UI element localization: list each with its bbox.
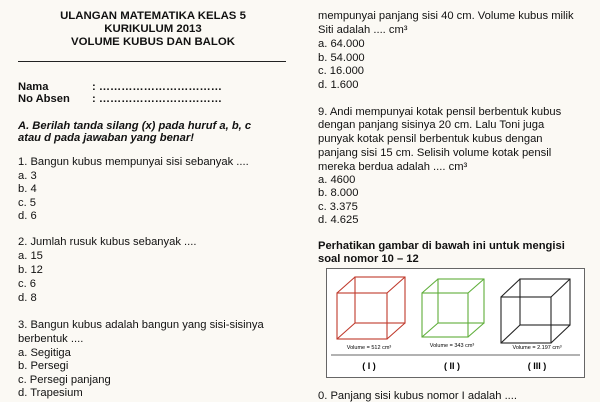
option-c: c. Persegi panjang	[18, 374, 111, 386]
cube-3-label: ( III )	[527, 361, 547, 371]
option-a: a. 3	[18, 170, 37, 182]
cube-1	[337, 277, 405, 339]
option-d: d. 8	[18, 292, 37, 304]
question-text-cont: berbentuk ....	[18, 333, 84, 345]
option-b: b. 12	[18, 264, 43, 276]
cube-3	[501, 279, 570, 343]
option-b: b. Persegi	[18, 360, 69, 372]
question-text: 3. Bangun kubus adalah bangun yang sisi-sisinya	[18, 319, 264, 331]
option-c: c. 16.000	[318, 65, 365, 77]
cube-1-label: ( I )	[362, 361, 376, 371]
cube-1-volume: Volume = 512 cm³	[346, 345, 392, 351]
figure-instruction-line-1: Perhatikan gambar di bawah ini untuk mengisi	[318, 240, 565, 252]
absen-label: No Absen	[18, 93, 70, 105]
question-text-cont: punyak kotak pensil berbentuk kubus dengan	[318, 133, 543, 145]
cube-2	[422, 279, 484, 337]
absen-field: : ……………………………	[92, 93, 222, 105]
question-text: 1. Bangun kubus mempunyai sisi sebanyak ....	[18, 156, 249, 168]
cubes-figure	[326, 268, 585, 378]
title-line-2: KURIKULUM 2013	[104, 23, 202, 35]
question-text-cont: mereka berdua adalah .... cm³	[318, 161, 468, 173]
cube-3-volume: Volume = 2.197 cm³	[512, 345, 562, 351]
option-c: c. 5	[18, 197, 37, 209]
question-text-cont: Siti adalah .... cm³	[318, 24, 408, 36]
figure-instruction-line-2: soal nomor 10 – 12	[318, 253, 419, 265]
option-d: d. 1.600	[318, 79, 359, 91]
question-text: 9. Andi mempunyai kotak pensil berbentuk kubus	[318, 106, 562, 118]
question-text-cont: dengan panjang sisinya 20 cm. Lalu Toni juga	[318, 119, 545, 131]
instruction-line-2: atau d pada jawaban yang benar!	[18, 132, 194, 144]
question-text: mempunyai panjang sisi 40 cm. Volume kubus milik	[318, 10, 574, 22]
option-a: a. Segitiga	[18, 347, 71, 359]
cube-2-label: ( II )	[444, 361, 460, 371]
option-c: c. 6	[18, 278, 37, 290]
option-b: b. 54.000	[318, 52, 365, 64]
option-a: a. 4600	[318, 174, 356, 186]
cubes-illustration	[327, 269, 584, 377]
option-d: d. 6	[18, 210, 37, 222]
instruction-line-1: A. Berilah tanda silang (x) pada huruf a, b, c	[18, 120, 252, 132]
question-text-cont: panjang sisi 15 cm. Selisih volume kotak pensil	[318, 147, 552, 159]
title-line-3: VOLUME KUBUS DAN BALOK	[71, 36, 235, 48]
cube-2-volume: Volume = 343 cm³	[429, 343, 475, 349]
option-b: b. 8.000	[318, 187, 359, 199]
option-a: a. 15	[18, 250, 43, 262]
question-10-text: 0. Panjang sisi kubus nomor I adalah ....	[318, 390, 518, 402]
header-divider	[18, 61, 286, 62]
title-line-1: ULANGAN MATEMATIKA KELAS 5	[60, 10, 246, 22]
option-d: d. 4.625	[318, 214, 359, 226]
option-c: c. 3.375	[318, 201, 358, 213]
option-d: d. Trapesium	[18, 387, 83, 399]
name-field: : ……………………………	[92, 81, 222, 93]
option-b: b. 4	[18, 183, 37, 195]
question-text: 2. Jumlah rusuk kubus sebanyak ....	[18, 236, 197, 248]
option-a: a. 64.000	[318, 38, 365, 50]
name-label: Nama	[18, 81, 49, 93]
